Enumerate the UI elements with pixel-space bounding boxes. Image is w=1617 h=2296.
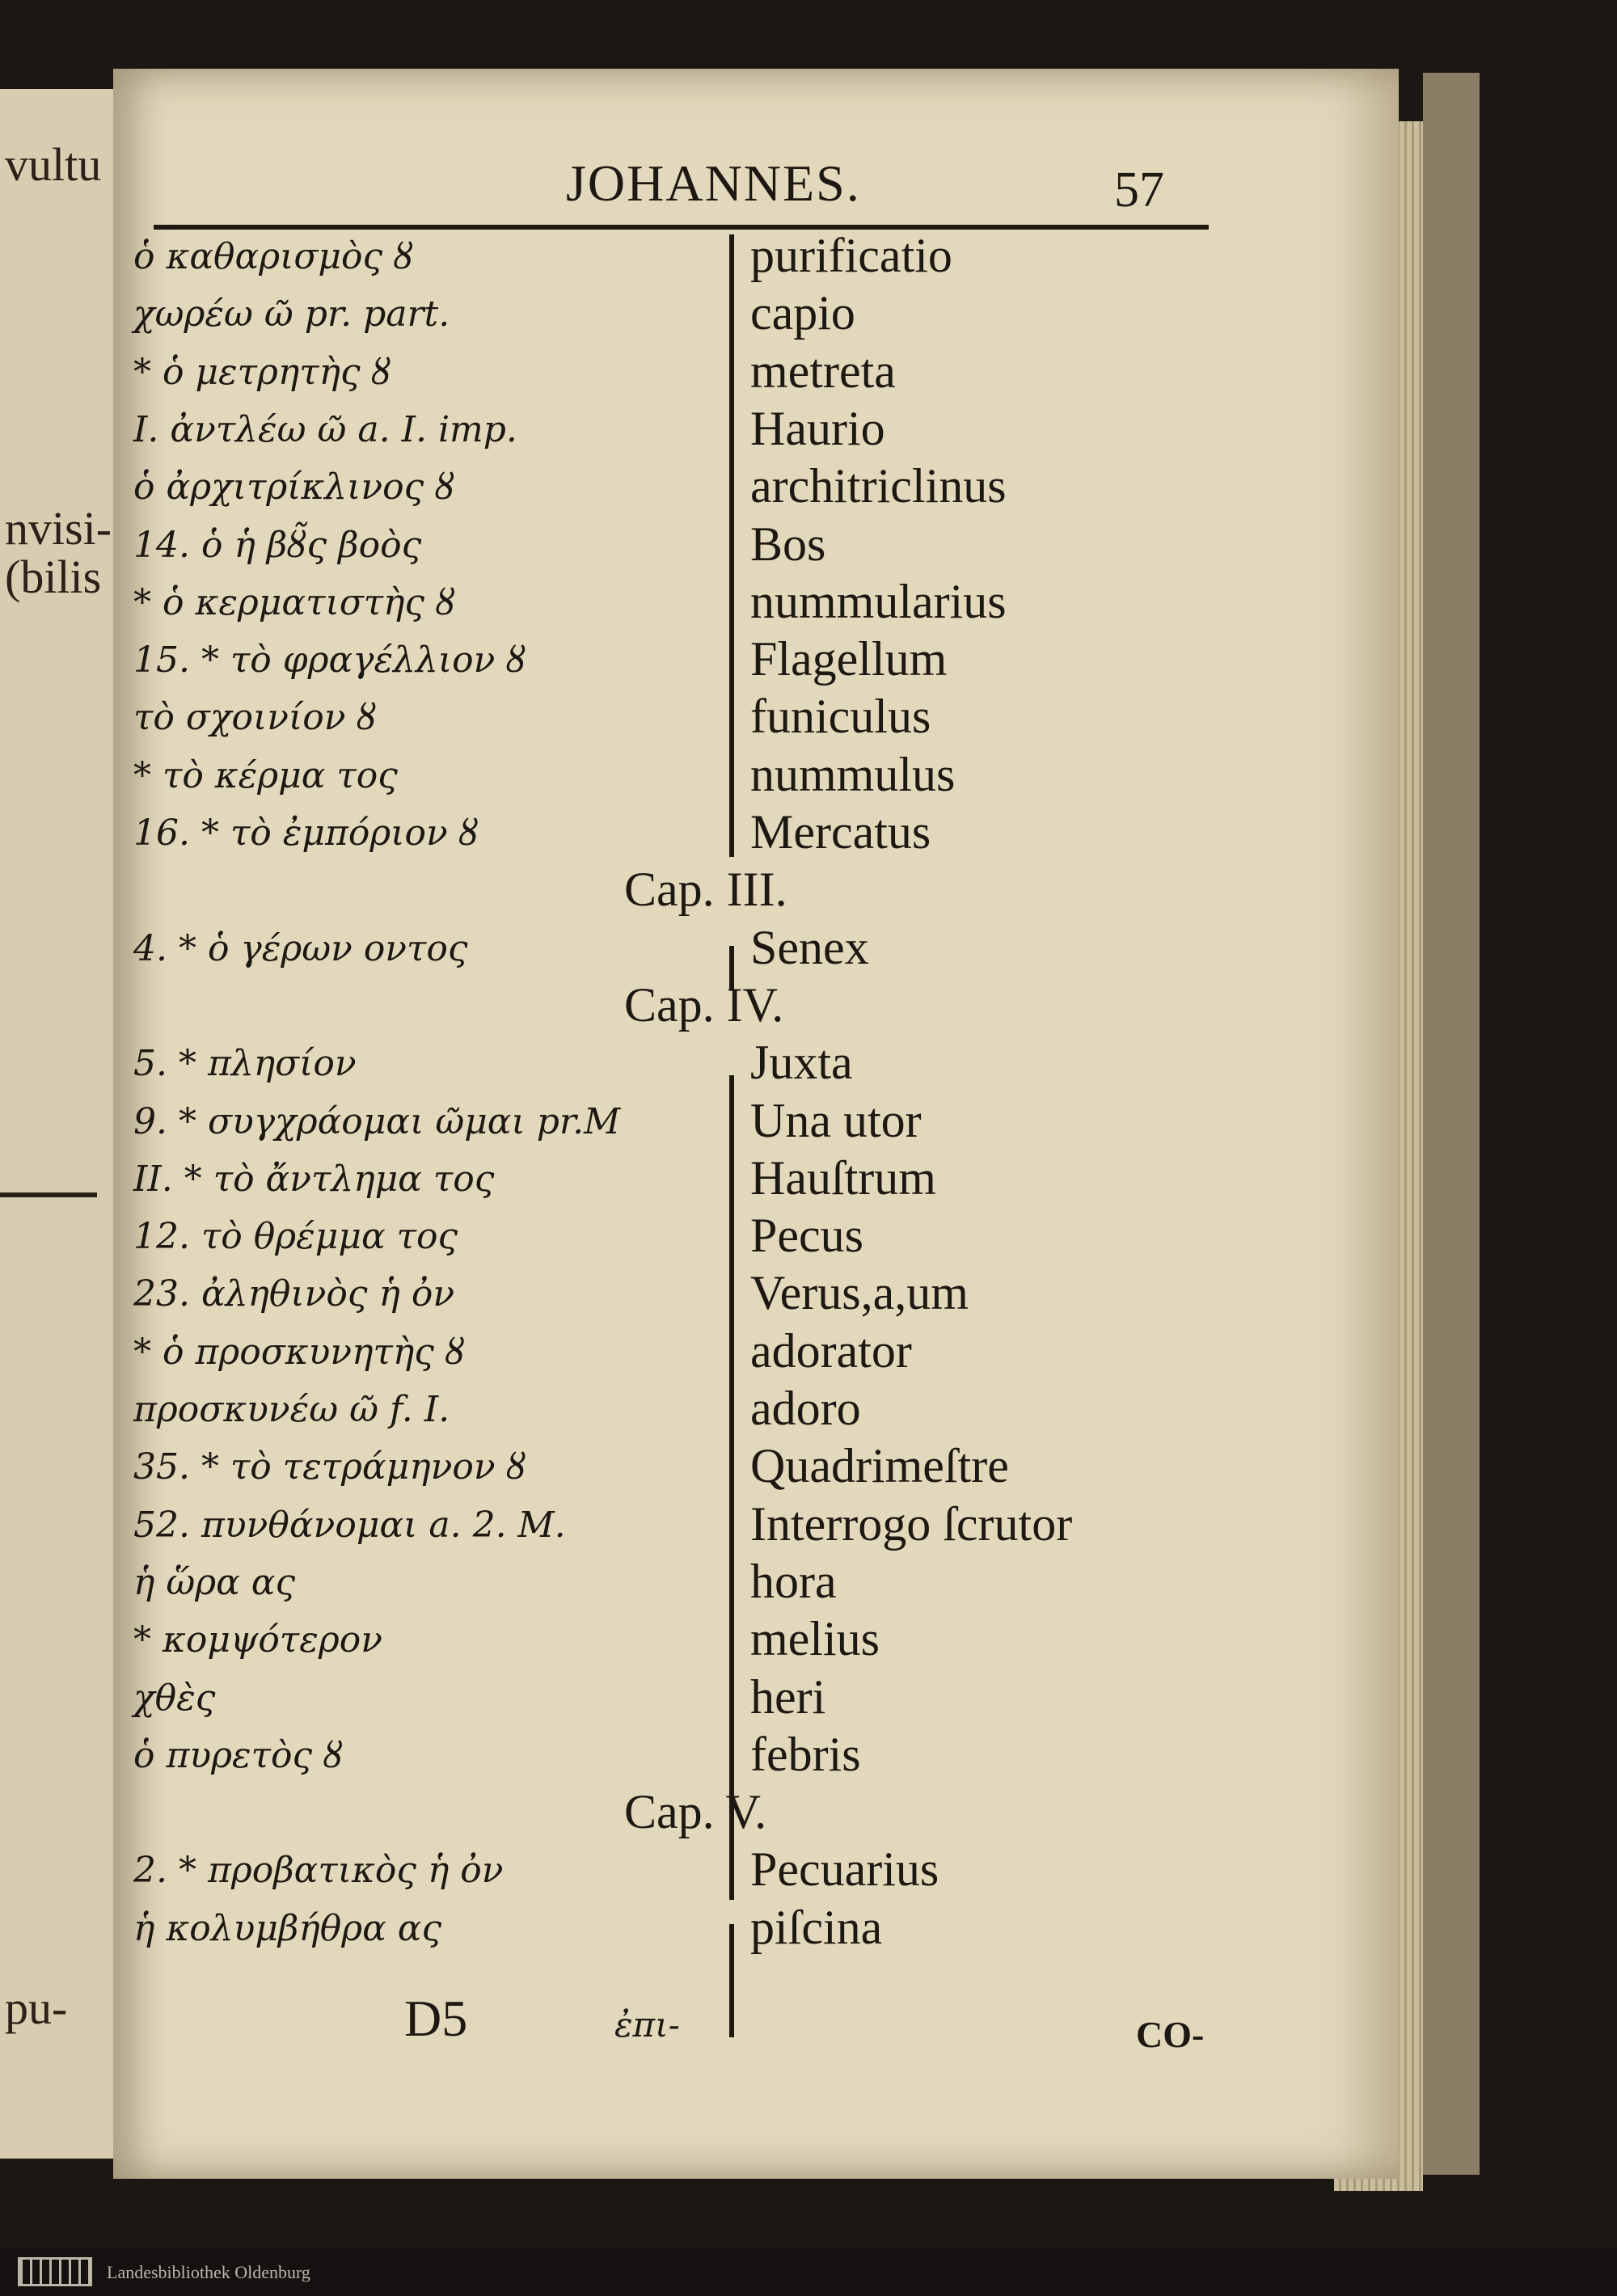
greek-term: * ὁ μετρητὴς ȣ: [133, 351, 391, 393]
greek-term: 2. * προβατικὸς ἡ ὀν: [133, 1850, 504, 1892]
catchword-latin: CO-: [1136, 2014, 1205, 2055]
latin-gloss: Pecus: [750, 1209, 863, 1263]
left-page: [0, 89, 118, 2159]
latin-gloss: Haurio: [750, 401, 885, 455]
greek-term: ἡ κολυμβήθρα ας: [133, 1907, 442, 1949]
greek-term: 4. * ὁ γέρων οντος: [133, 927, 468, 969]
latin-gloss: hora: [750, 1554, 837, 1608]
greek-term: ὁ πυρετὸς ȣ: [133, 1734, 344, 1776]
latin-gloss: Senex: [750, 920, 869, 974]
column-divider: [729, 1075, 734, 1900]
latin-gloss: purificatio: [750, 229, 952, 282]
left-page-fragment: vultu: [5, 138, 102, 191]
greek-term: 52. πυνθάνομαι a. 2. M.: [133, 1504, 566, 1546]
signature-mark: D5: [404, 1990, 468, 2047]
catchword-greek: ἐπι-: [614, 2005, 680, 2045]
greek-term: προσκυνέω ῶ f. I.: [133, 1389, 450, 1430]
page-title: JOHANNES.: [566, 154, 861, 212]
latin-gloss: nummularius: [750, 574, 1007, 628]
greek-term: 16. * τὸ ἐμπόριον ȣ: [133, 812, 479, 854]
latin-gloss: melius: [750, 1612, 880, 1666]
latin-gloss: nummulus: [750, 747, 956, 801]
latin-gloss: capio: [750, 286, 855, 340]
book-cover-edge: [1423, 73, 1480, 2175]
latin-gloss: Pecuarius: [750, 1842, 939, 1897]
latin-gloss: Bos: [750, 517, 826, 571]
greek-term: * τὸ κέρμα τος: [133, 754, 398, 796]
greek-term: ὁ ἀρχιτρίκλινος ȣ: [133, 466, 455, 509]
column-divider: [729, 1924, 734, 2037]
latin-gloss: Mercatus: [750, 805, 931, 859]
greek-term: 9. * συγχράομαι ῶμαι pr.M: [133, 1100, 621, 1142]
greek-term: τὸ σχοινίον ȣ: [133, 697, 377, 739]
latin-gloss: febris: [750, 1727, 861, 1781]
latin-gloss: metreta: [750, 344, 896, 398]
latin-gloss: architriclinus: [750, 459, 1007, 513]
greek-term: 5. * πλησίον: [133, 1043, 357, 1085]
greek-term: ἡ ὥρα ας: [133, 1561, 296, 1603]
greek-term: * ὁ κερματιστὴς ȣ: [133, 581, 456, 623]
left-page-fragment: (bilis: [5, 551, 102, 603]
greek-term: 35. * τὸ τετράμηνον ȣ: [133, 1446, 526, 1488]
greek-term: 15. * τὸ φραγέλλιον ȣ: [133, 639, 526, 682]
latin-gloss: piſcina: [750, 1900, 883, 1954]
chapter-heading: Cap. III.: [624, 863, 787, 917]
greek-term: χωρέω ῶ pr. part.: [133, 293, 450, 336]
latin-gloss: Juxta: [750, 1036, 853, 1090]
latin-gloss: Flagellum: [750, 632, 948, 686]
greek-term: II. * τὸ ἄντλημα τος: [133, 1158, 495, 1200]
latin-gloss: Una utor: [750, 1093, 922, 1147]
latin-gloss: Hauſtrum: [750, 1150, 936, 1205]
greek-term: 12. τὸ θρέμμα τος: [133, 1216, 458, 1258]
left-page-rule: [0, 1192, 97, 1197]
latin-gloss: adoro: [750, 1382, 861, 1435]
greek-term: * ὁ προσκυνητὴς ȣ: [133, 1331, 466, 1373]
header-rule: [154, 225, 1209, 230]
latin-gloss: heri: [750, 1669, 826, 1724]
column-divider: [729, 234, 734, 857]
latin-gloss: Interrogo ſcrutor: [750, 1496, 1073, 1551]
latin-gloss: Verus,a,um: [750, 1266, 969, 1320]
left-page-fragment: nvisi-: [5, 502, 112, 555]
latin-gloss: funiculus: [750, 690, 931, 744]
latin-gloss: Quadrimeſtre: [750, 1439, 1009, 1493]
greek-term: ὁ καθαρισμὸς ȣ: [133, 236, 414, 277]
latin-gloss: adorator: [750, 1323, 912, 1378]
library-logo-icon: [18, 2257, 92, 2286]
greek-term: * κομψότερον: [133, 1619, 382, 1661]
greek-term: χθὲς: [133, 1677, 216, 1719]
library-label: Landesbibliothek Oldenburg: [107, 2262, 310, 2282]
left-page-fragment: pu-: [5, 1982, 68, 2034]
chapter-heading: Cap. V.: [624, 1785, 767, 1839]
page-number: 57: [1114, 162, 1164, 217]
greek-term: 14. ὁ ἡ βȣ̃ς βοὸς: [133, 524, 422, 566]
greek-term: 23. ἀληθινὸς ἡ ὀν: [133, 1273, 455, 1315]
greek-term: I. ἀντλέω ῶ a. I. imp.: [133, 408, 517, 450]
chapter-heading: Cap. IV.: [624, 977, 784, 1032]
